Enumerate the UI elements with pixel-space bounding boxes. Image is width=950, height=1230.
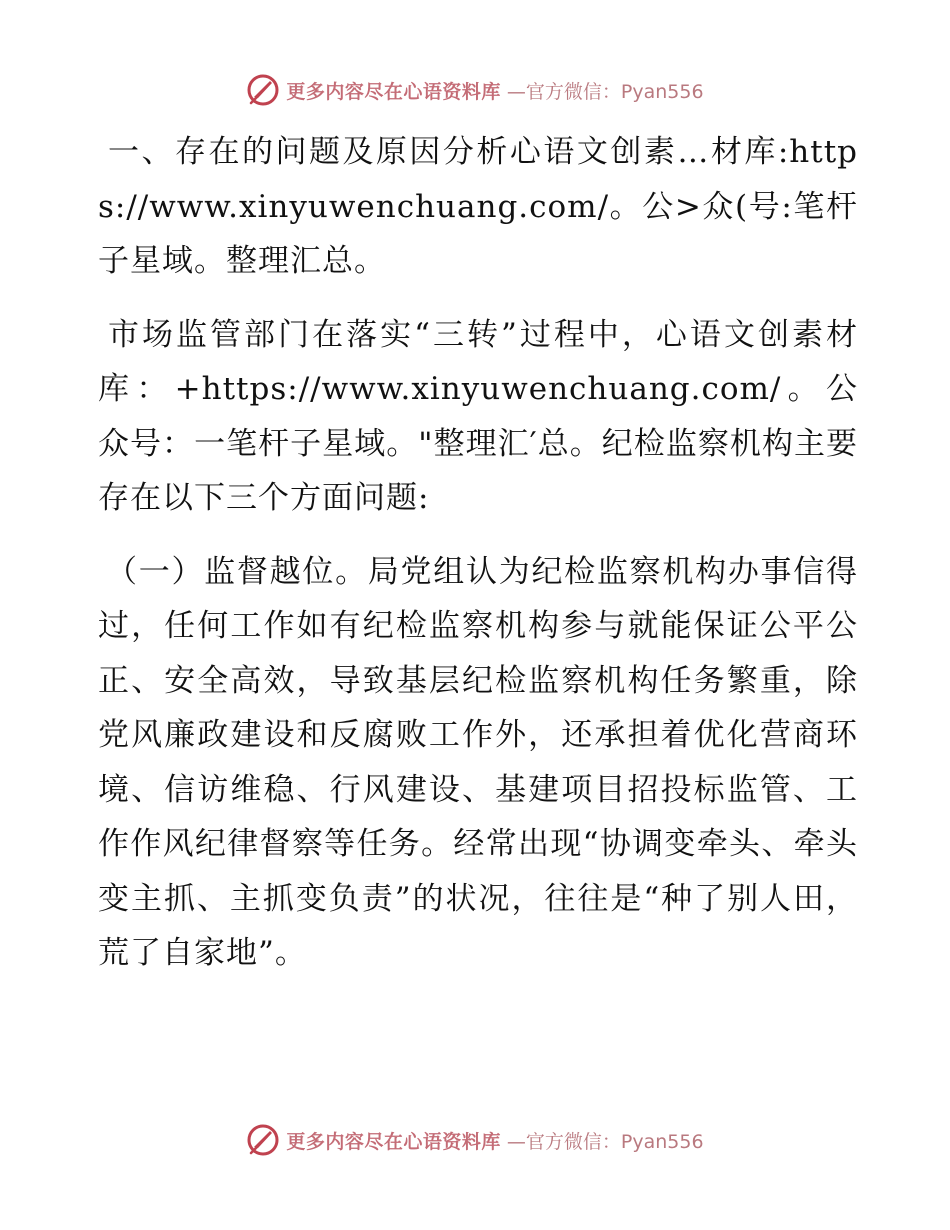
quill-logo-icon: [246, 1123, 280, 1157]
paragraph-heading: 一、存在的问题及原因分析心语文创素…材库:https://www.xinyuwenchuang.com/。公>众(号:笔杆子星域。整理汇总。: [98, 134, 858, 279]
footer-watermark: [0, 1120, 950, 1160]
quill-logo-icon: [246, 73, 280, 107]
watermark-sub-text: —官方微信：Pyan556: [506, 80, 704, 103]
paragraph-intro: 市场监管部门在落实“三转”过程中，心语文创素材库：+https://www.xinyuwenchuang.com/。公众号：一笔杆子星域。"整理汇′总。纪检监察机构主要存在以下三个方面问题:: [98, 316, 858, 516]
watermark-main-text: 更多内容尽在心语资料库: [286, 1130, 501, 1153]
header-watermark: [0, 70, 950, 110]
paragraph-section-one: （一）监督越位。局党组认为纪检监察机构办事信得过，任何工作如有纪检监察机构参与就能保证公平公正、安全高效，导致基层纪检监察机构任务繁重，除党风廉政建设和反腐败工作外，还承担着优化营商环境、信访维稳、行风建设、基建项目招投标监管、工作作风纪律督察等任务。经常出现“协调变牵头、牵头变主抓、主抓变负责”的状况，往往是“种了别人田，荒了自家地”。: [98, 553, 858, 971]
document-body: [98, 125, 858, 1000]
watermark-main-text: 更多内容尽在心语资料库: [286, 80, 501, 103]
watermark-sub-text: —官方微信：Pyan556: [506, 1130, 704, 1153]
